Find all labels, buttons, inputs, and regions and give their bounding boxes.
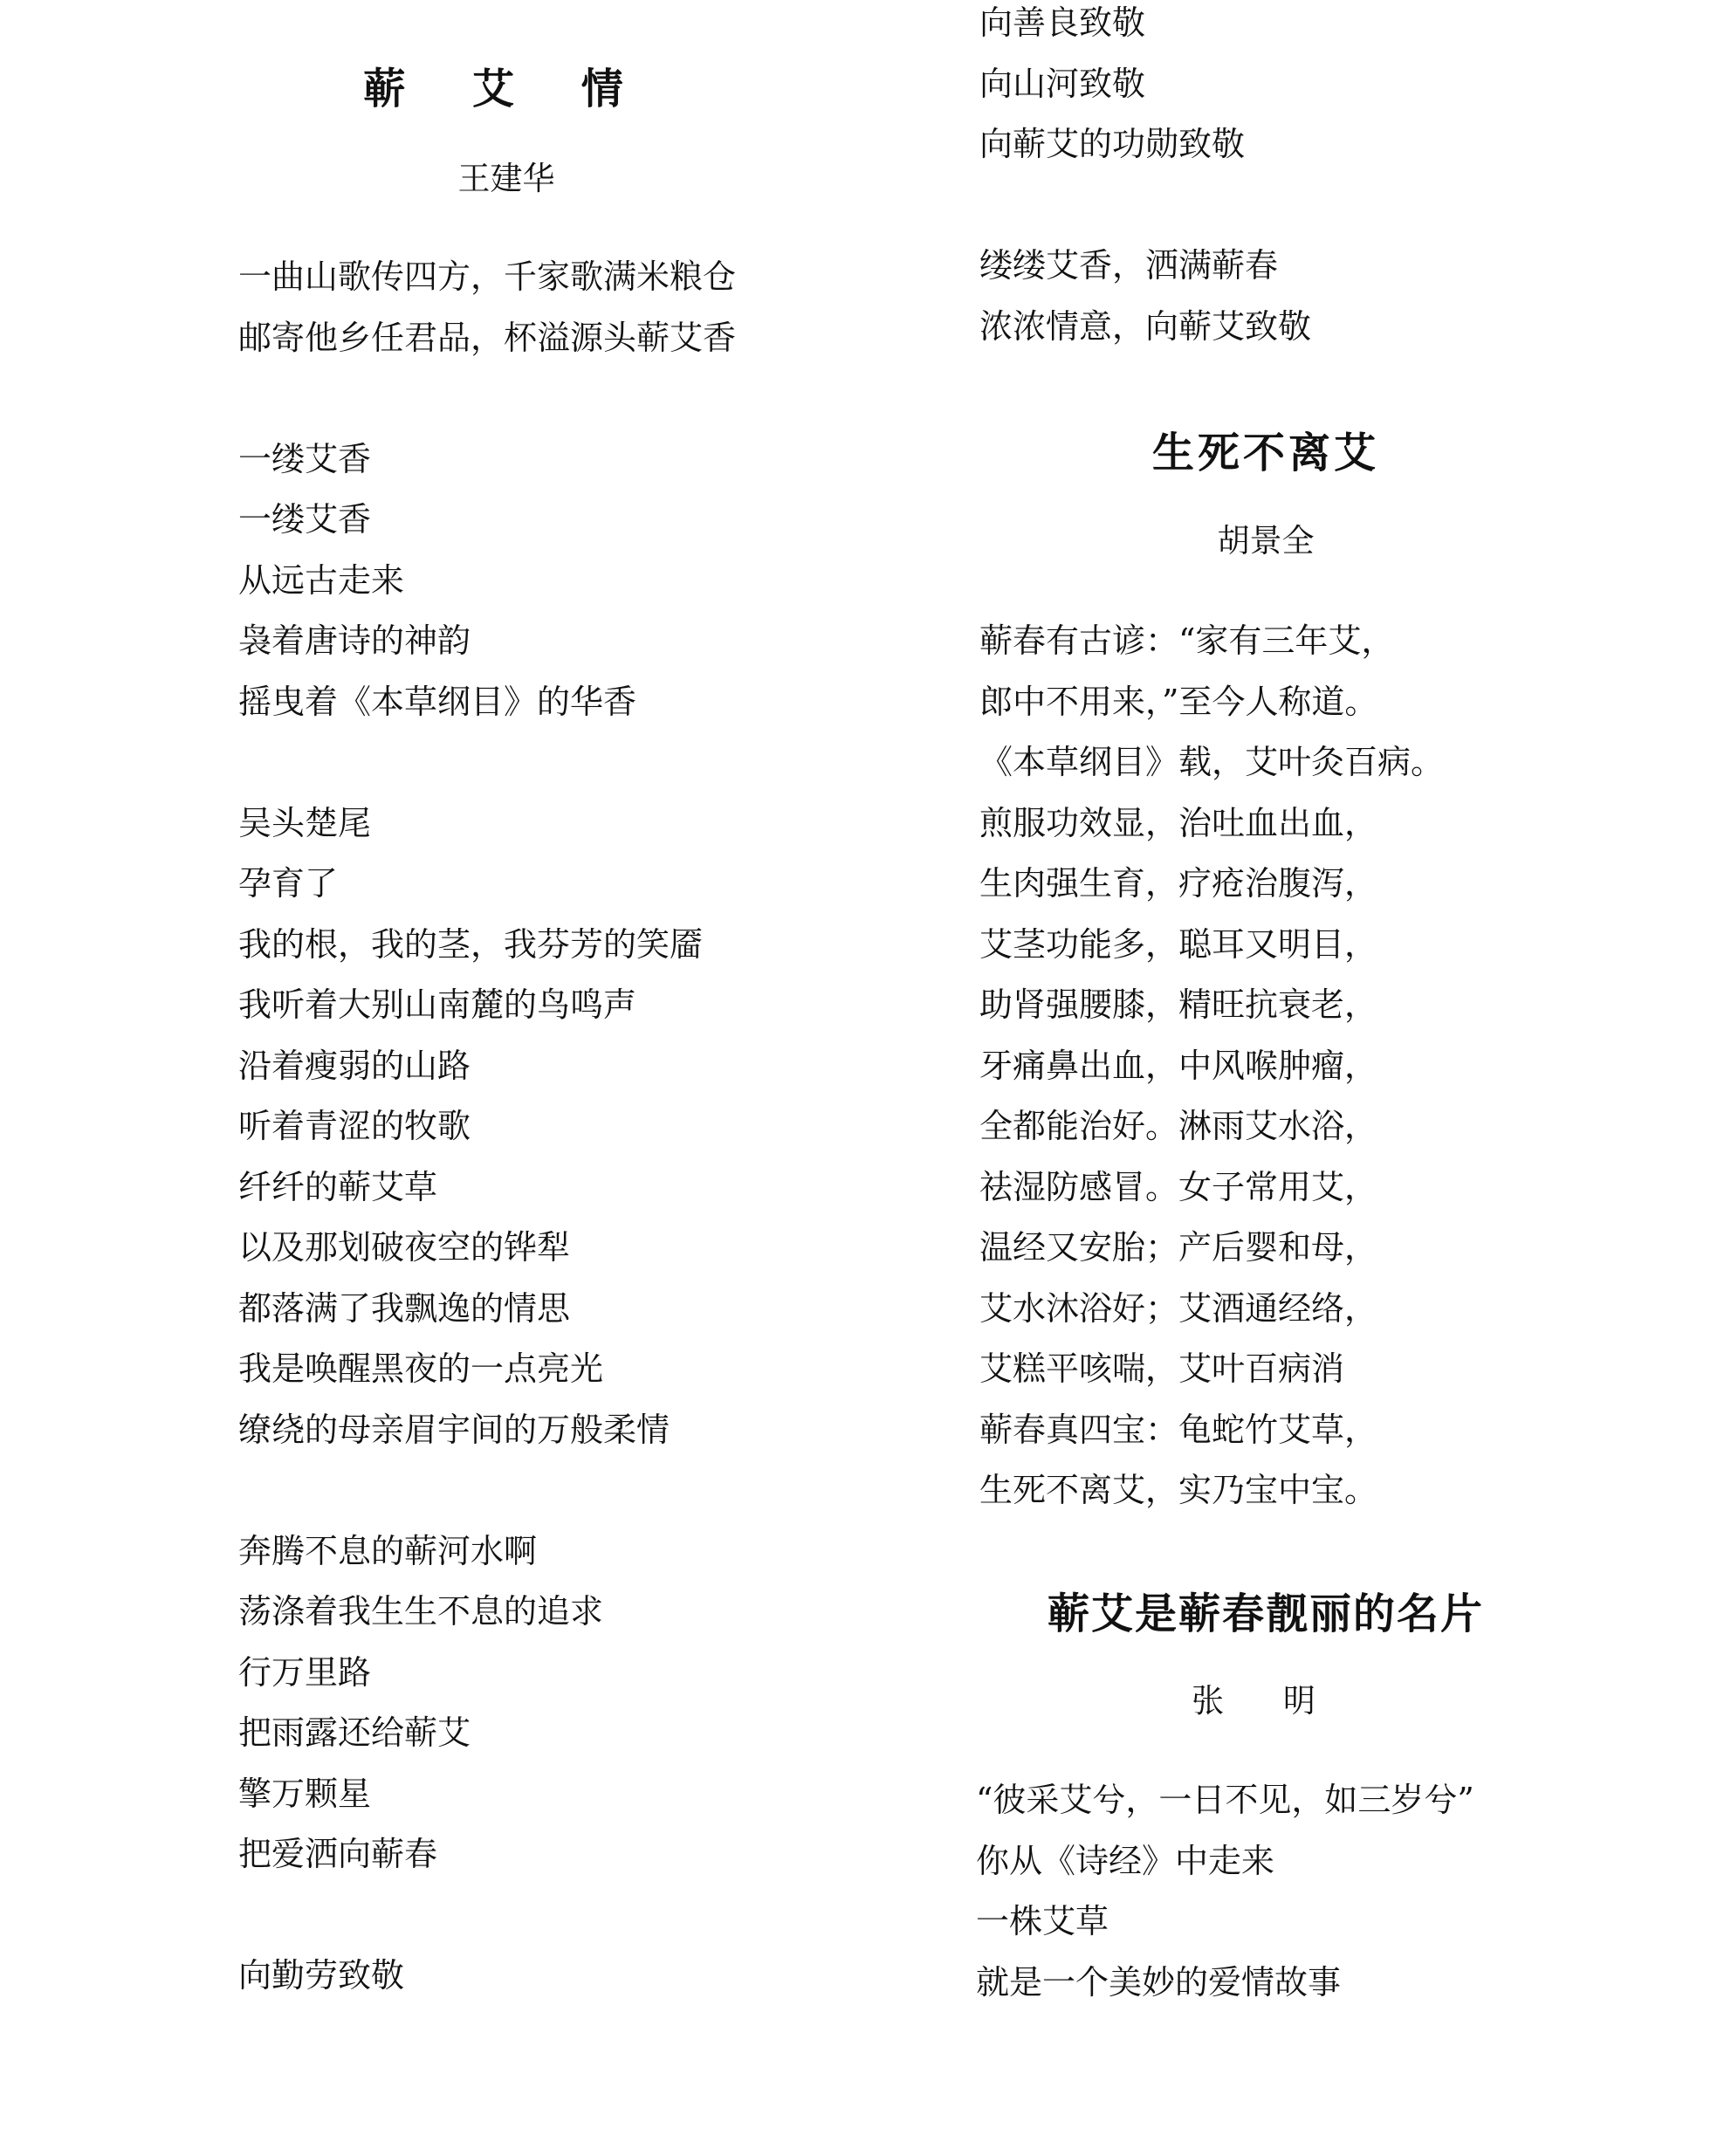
poem-line: 一缕艾香 [238,500,372,539]
poem-line: 向勤劳致敬 [238,1956,405,1995]
poem-line: 《本草纲目》载，艾叶灸百病。 [979,743,1445,781]
poem-line: 祛湿防感冒。女子常用艾， [979,1167,1378,1206]
poem-line: 把雨露还给蕲艾 [238,1713,471,1752]
stanza-break [979,175,1311,237]
poem-line: 从远古走来 [238,560,405,600]
poem-line: 孕育了 [238,864,339,903]
poem-line: 擎万颗星 [238,1774,372,1813]
stanza-break [238,732,736,793]
poem-line: 奔腾不息的蕲河水啊 [238,1531,538,1570]
poem-line: 袅着唐诗的神韵 [238,621,471,660]
poem-line: 摇曳着《本草纲目》的华香 [238,682,637,721]
poem-title: 生死不离艾 [1151,429,1379,477]
poem-line: 生死不离艾，实乃宝中宝。 [979,1471,1378,1509]
poem-line: 蕲春有古谚：“家有三年艾， [979,621,1395,660]
stanza-break [238,368,736,429]
poem-line: 纤纤的蕲艾草 [238,1167,438,1206]
poem-line: 沿着瘦弱的山路 [238,1046,471,1085]
stanza-break [238,1885,736,1947]
poem-line: 缕缕艾香，洒满蕲春 [979,246,1279,285]
poem-line: 艾茎功能多，聪耳又明目， [979,924,1378,964]
poem-line: 温经又安胎；产后婴和母， [979,1228,1378,1267]
poem-author: 胡景全 [1217,522,1315,560]
poem-line: 向山河致敬 [979,64,1146,103]
poem-line: 荡涤着我生生不息的追求 [238,1592,604,1631]
poem-author: 王建华 [457,160,555,197]
poem-line: 牙痛鼻出血，中风喉肿瘤， [979,1046,1378,1085]
poem-line: 艾水沐浴好；艾酒通经络， [979,1288,1378,1328]
poem-title: 蕲 艾 情 [363,65,649,113]
poem-body [979,611,1444,1521]
poem-line: 全都能治好。淋雨艾水浴， [979,1107,1378,1145]
poem-line: 吴头楚尾 [238,803,372,842]
poem-line: 浓浓情意，向蕲艾致敬 [979,306,1312,346]
poem-line: 向蕲艾的功勋致敬 [979,125,1246,163]
poem-title: 蕲艾是蕲春靓丽的名片 [1047,1590,1484,1638]
poem-line: 行万里路 [238,1652,372,1692]
poem-line: 一株艾草 [976,1902,1109,1940]
poem-line: 都落满了我飘逸的情思 [238,1288,571,1328]
poem-line: 煎服功效显，治吐血出血， [979,803,1378,842]
poem-line: 一缕艾香 [238,439,372,478]
poem-line: 你从《诗经》中走来 [976,1841,1275,1880]
poem-line: 以及那划破夜空的铧犁 [238,1228,571,1267]
poem-body [238,247,736,2007]
poem-line: 向善良致敬 [979,3,1146,42]
poem-line: 一曲山歌传四方，千家歌满米粮仓 [238,257,737,296]
poem-line: 就是一个美妙的爱情故事 [976,1962,1342,2002]
poem-line: 我的根，我的茎，我芬芳的笑靥 [238,924,704,964]
poem-line: 我是唤醒黑夜的一点亮光 [238,1349,604,1388]
poem-continuation [979,0,1311,357]
poem-line: 生肉强生育，疗疮治腹泻， [979,864,1378,903]
poem-line: 听着青涩的牧歌 [238,1107,471,1145]
poem-author: 张 明 [1192,1682,1340,1720]
poem-line: 郎中不用来，”至今人称道。 [979,682,1378,721]
poem-line: 艾糕平咳喘，艾叶百病消 [979,1349,1345,1388]
poem-line: 蕲春真四宝：龟蛇竹艾草， [979,1410,1378,1449]
poem-line: 我听着大别山南麓的鸟鸣声 [238,985,637,1024]
poem-line: 把爱洒向蕲春 [238,1835,438,1873]
stanza-break [238,1460,736,1521]
poem-line: 邮寄他乡任君品，杯溢源头蕲艾香 [238,318,737,357]
poem-line: 缭绕的母亲眉宇间的万般柔情 [238,1410,670,1449]
poem-body [976,1770,1474,2013]
poem-line: 助肾强腰膝，精旺抗衰老， [979,985,1378,1024]
poem-line: “彼采艾兮，一日不见，如三岁兮” [976,1781,1474,1819]
